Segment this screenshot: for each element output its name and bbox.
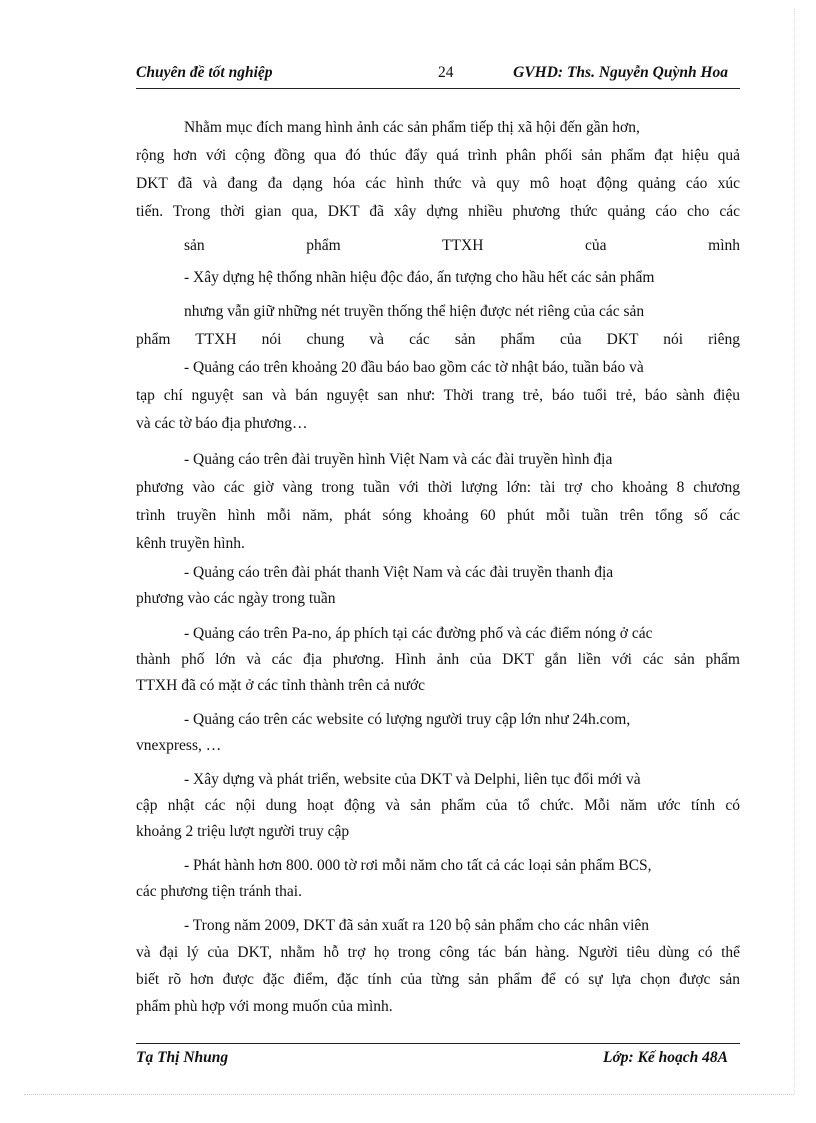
text-line: phương vào các ngày trong tuần: [136, 590, 336, 607]
page-edge-right: [794, 8, 795, 1094]
page-header: [136, 62, 740, 89]
text-line: khoảng 2 triệu lượt người truy cập: [136, 823, 350, 840]
text-line: tạp chí nguyệt san và bán nguyệt san như: Thời trang trẻ, báo tuổi trẻ, báo sành điệu: [136, 387, 740, 404]
text-line: - Trong năm 2009, DKT đã sản xuất ra 120 bộ sản phẩm cho các nhân viên: [184, 917, 650, 934]
text-line: nhưng vẫn giữ những nét truyền thống thể hiện được nét riêng của các sản: [184, 303, 645, 320]
text-line: TTXH đã có mặt ở các tỉnh thành trên cả nước: [136, 677, 426, 694]
text-line: vnexpress, …: [136, 737, 222, 754]
page-edge-bottom: [24, 1094, 794, 1095]
text-line: phương vào các giờ vàng trong tuần với thời lượng lớn: tài trợ cho khoảng 8 chương: [136, 479, 740, 496]
header-title: Chuyên đề tốt nghiệp: [136, 64, 273, 81]
text-line: - Xây dựng và phát triển, website của DKT và Delphi, liên tục đổi mới và: [184, 771, 641, 788]
footer-class: Lớp: Kế hoạch 48A: [603, 1049, 728, 1066]
text-line: - Quảng cáo trên Pa-no, áp phích tại các đường phố và các điểm nóng ở các: [184, 625, 653, 642]
text-line: sản phẩm TTXH của mình: [184, 237, 740, 254]
text-line: - Quảng cáo trên đài phát thanh Việt Nam và các đài truyền thanh địa: [184, 564, 614, 581]
footer-author: Tạ Thị Nhung: [136, 1049, 229, 1066]
text-line: - Quảng cáo trên đài truyền hình Việt Nam và các đài truyền hình địa: [184, 451, 613, 468]
text-line: tiến. Trong thời gian qua, DKT đã xây dựng nhiều phương thức quảng cáo cho các: [136, 203, 740, 220]
text-line: - Phát hành hơn 800. 000 tờ rơi mỗi năm cho tất cả các loại sản phẩm BCS,: [184, 857, 652, 874]
text-line: thành phố lớn và các địa phương. Hình ảnh của DKT gắn liền với các sản phẩm: [136, 651, 740, 668]
text-line: DKT đã và đang đa dạng hóa các hình thức và quy mô hoạt động quảng cáo xúc: [136, 175, 740, 192]
text-line: phẩm TTXH nói chung và các sản phẩm của DKT nói riêng: [136, 331, 740, 348]
text-line: và đại lý của DKT, nhằm hỗ trợ họ trong công tác bán hàng. Người tiêu dùng có thể: [136, 944, 740, 961]
text-line: cập nhật các nội dung hoạt động và sản phẩm của tổ chức. Mỗi năm ước tính có: [136, 797, 740, 814]
text-line: biết rõ hơn được đặc điểm, đặc tính của từng sản phẩm để có sự lựa chọn được sản: [136, 971, 740, 988]
text-line: và các tờ báo địa phương…: [136, 415, 308, 432]
text-line: kênh truyền hình.: [136, 535, 245, 552]
text-line: - Quảng cáo trên các website có lượng người truy cập lớn như 24h.com,: [184, 711, 631, 728]
text-line: trình truyền hình mỗi năm, phát sóng khoảng 60 phút mỗi tuần trên tổng số các: [136, 507, 740, 524]
text-line: - Quảng cáo trên khoảng 20 đầu báo bao gồm các tờ nhật báo, tuần báo và: [184, 359, 644, 376]
page-number: 24: [438, 64, 454, 81]
text-line: - Xây dựng hệ thống nhãn hiệu độc đáo, ấn tượng cho hầu hết các sản phẩm: [184, 269, 655, 286]
header-advisor: GVHD: Ths. Nguyễn Quỳnh Hoa: [513, 64, 728, 81]
text-line: rộng hơn với cộng đồng qua đó thúc đẩy quá trình phân phối sản phẩm đạt hiệu quả: [136, 147, 740, 164]
text-line: các phương tiện tránh thai.: [136, 883, 302, 900]
text-line: Nhằm mục đích mang hình ảnh các sản phẩm tiếp thị xã hội đến gần hơn,: [184, 119, 640, 136]
page-footer: [136, 1043, 740, 1072]
text-line: phẩm phù hợp với mong muốn của mình.: [136, 998, 393, 1015]
